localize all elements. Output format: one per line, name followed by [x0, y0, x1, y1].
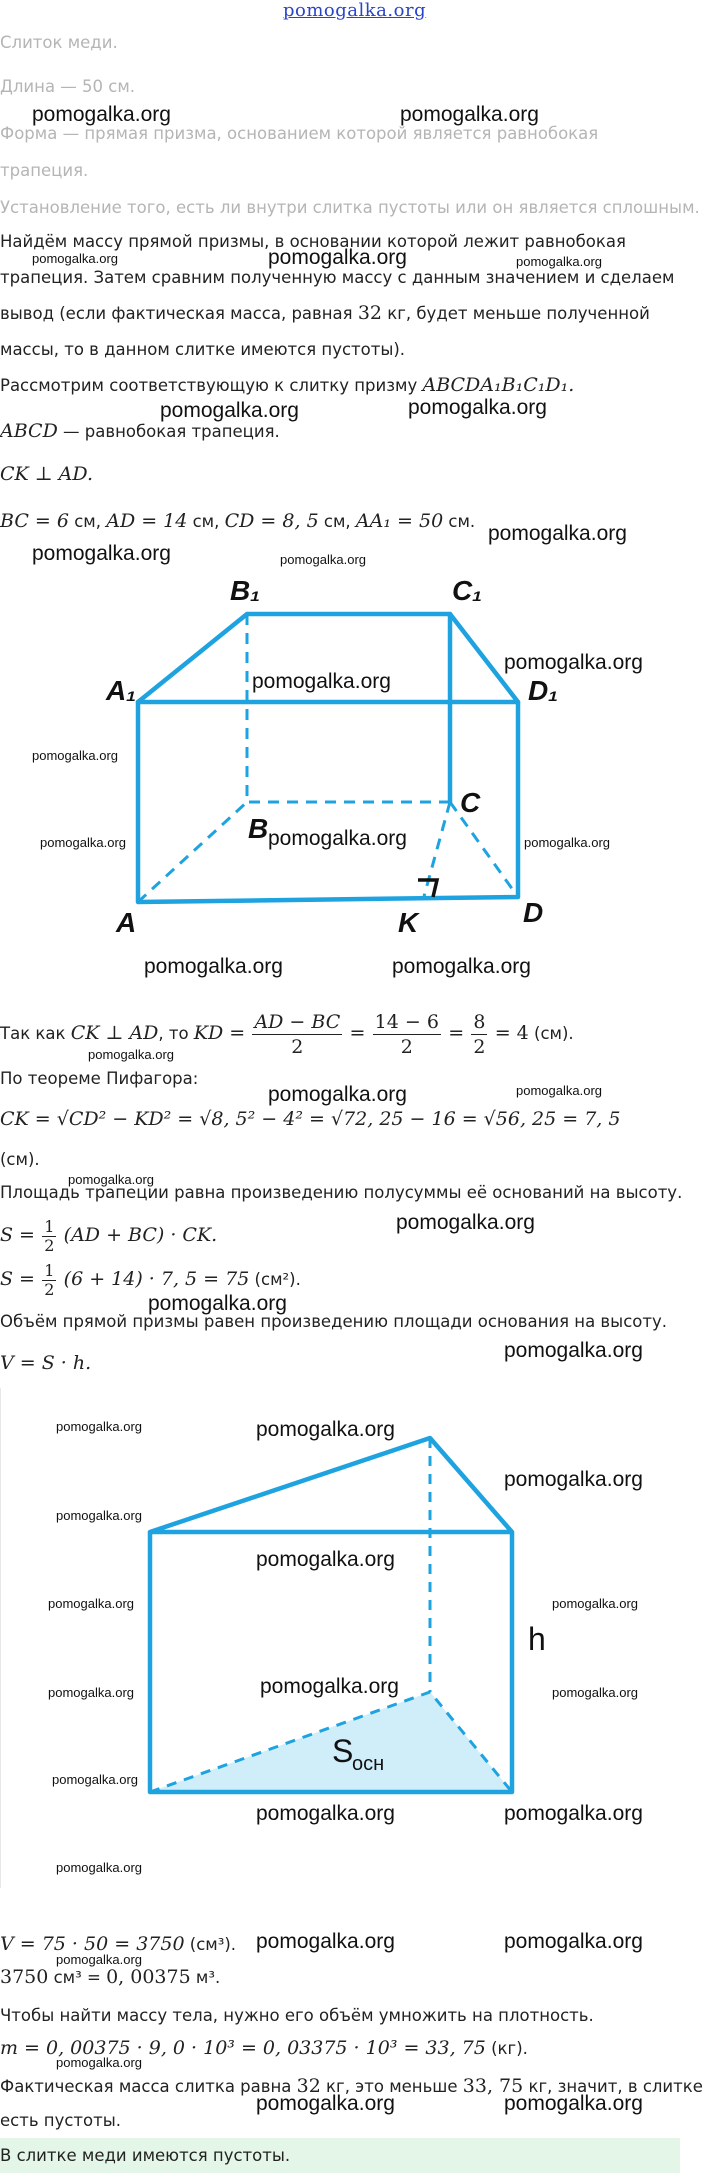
watermark: pomogalka.org — [516, 1083, 602, 1098]
watermark: pomogalka.org — [160, 399, 299, 422]
answer-text: В слитке меди имеются пустоты. — [0, 2146, 291, 2165]
area-text: Площадь трапеции равна произведению полусуммы её оснований на высоту. — [0, 1183, 683, 1202]
base-area-label: S — [332, 1733, 354, 1769]
watermark: pomogalka.org — [392, 955, 531, 978]
watermark: pomogalka.org — [32, 748, 118, 763]
watermark: pomogalka.org — [524, 835, 610, 850]
watermark: pomogalka.org — [504, 651, 643, 674]
compare-line-2: есть пустоты. — [0, 2111, 122, 2130]
watermark: pomogalka.org — [504, 1339, 643, 1362]
watermark: pomogalka.org — [256, 1548, 395, 1571]
pythagoras-formula: CK = √CD² − KD² = √8, 5² − 4² = √72, 25 − 16 = √56, 25 = 7, 5 — [0, 1108, 621, 1130]
watermark: pomogalka.org — [56, 1419, 142, 1434]
given-line-5: Установление того, есть ли внутри слитка пустоты или он является сплошным. — [0, 198, 700, 217]
watermark: pomogalka.org — [148, 1292, 287, 1315]
watermark: pomogalka.org — [56, 1860, 142, 1875]
watermark: pomogalka.org — [144, 955, 283, 978]
given-line-4: трапеция. — [0, 161, 89, 180]
watermark: pomogalka.org — [56, 2055, 142, 2070]
height-label: h — [528, 1621, 546, 1657]
volume-calc-line: V = 75 · 50 = 3750 (см³). — [0, 1933, 237, 1955]
area-formula-2: S = $\frac{1}{2}$ (6 + 14) · 7, 5 = 75 (см²). — [0, 1261, 301, 1299]
given-values-line: BC = 6 см, AD = 14 см, CD = 8, 5 см, AA₁ = 50 см. — [0, 510, 476, 532]
mass-formula: m = 0, 00375 · 9, 0 · 10³ = 0, 03375 · 10³ = 33, 75 (кг). — [0, 2037, 528, 2059]
answer-box — [0, 2138, 680, 2173]
consider-line: Рассмотрим соответствующую к слитку призму ABCDA₁B₁C₁D₁. — [0, 374, 575, 396]
watermark: pomogalka.org — [32, 542, 171, 565]
hidden-edges-b — [247, 614, 450, 802]
watermark: pomogalka.org — [280, 552, 366, 567]
label-b1: B₁ — [230, 575, 261, 606]
watermark: pomogalka.org — [48, 1685, 134, 1700]
watermark: pomogalka.org — [400, 103, 539, 126]
intro-line-1: Найдём массу прямой призмы, в основании которой лежит равнобокая — [0, 232, 626, 251]
base-area-subscript: осн — [352, 1753, 385, 1775]
watermark: pomogalka.org — [40, 835, 126, 850]
label-a1: A₁ — [106, 675, 137, 706]
trapezoid-line: ABCD — равнобокая трапеция. — [0, 420, 280, 442]
watermark: pomogalka.org — [552, 1685, 638, 1700]
watermark: pomogalka.org — [260, 1675, 399, 1698]
mass-text: Чтобы найти массу тела, нужно его объём умножить на плотность. — [0, 2006, 594, 2025]
given-line-3: Форма — прямая призма, основанием которой является равнобокая — [0, 124, 599, 143]
watermark: pomogalka.org — [68, 1172, 154, 1187]
watermark: pomogalka.org — [32, 251, 118, 266]
watermark: pomogalka.org — [408, 396, 547, 419]
volume-formula: V = S · h. — [0, 1352, 92, 1374]
watermark: pomogalka.org — [268, 246, 407, 269]
watermark: pomogalka.org — [52, 1772, 138, 1787]
watermark: pomogalka.org — [396, 1211, 535, 1234]
watermark: pomogalka.org — [504, 1468, 643, 1491]
watermark: pomogalka.org — [504, 2092, 643, 2115]
watermark: pomogalka.org — [256, 1418, 395, 1441]
watermark: pomogalka.org — [48, 1596, 134, 1611]
label-b: B — [248, 813, 269, 844]
watermark: pomogalka.org — [504, 1930, 643, 1953]
given-line-1: Слиток меди. — [0, 33, 118, 52]
watermark: pomogalka.org — [256, 1802, 395, 1825]
watermark: pomogalka.org — [256, 2092, 395, 2115]
compare-line-1: Фактическая масса слитка равна 32 кг, это меньше 33, 75 кг, значит, в слитке — [0, 2075, 703, 2097]
watermark: pomogalka.org — [268, 827, 407, 850]
watermark: pomogalka.org — [268, 1083, 407, 1106]
pythagoras-unit: (см). — [0, 1150, 40, 1169]
prism-visible-edges — [138, 614, 518, 902]
watermark: pomogalka.org — [252, 670, 391, 693]
intro-line-3: вывод (если фактическая масса, равная 32 кг, будет меньше полученной — [0, 302, 650, 324]
intro-line-2: трапеция. Затем сравним полученную массу с данным значением и сделаем — [0, 268, 675, 287]
watermark: pomogalka.org — [516, 254, 602, 269]
watermark: pomogalka.org — [504, 1802, 643, 1825]
watermark: pomogalka.org — [56, 1952, 142, 1967]
watermark: pomogalka.org — [56, 1508, 142, 1523]
intro-line-4: массы, то в данном слитке имеются пустоты). — [0, 340, 406, 359]
pythagoras-label: По теореме Пифагора: — [0, 1069, 199, 1088]
watermark: pomogalka.org — [256, 1930, 395, 1953]
volume-convert-line: 3750 см³ = 0, 00375 м³. — [0, 1966, 221, 1988]
watermark: pomogalka.org — [88, 1047, 174, 1062]
label-a: A — [116, 907, 137, 938]
hidden-edge-a-b — [138, 802, 247, 902]
volume-text: Объём прямой призмы равен произведению площади основания на высоту. — [0, 1312, 667, 1331]
top-triangle — [150, 1438, 512, 1532]
perpendicular-line: CK ⊥ AD. — [0, 463, 93, 485]
watermark: pomogalka.org — [32, 103, 171, 126]
label-k: K — [398, 907, 419, 938]
label-d: D — [523, 897, 544, 928]
kd-line: Так как CK ⊥ AD, то KD = $\frac{AD - BC}{2}$ = $\frac{14 - 6}{2}$ = $\frac{8}{2}$ = 4 (см). — [0, 1011, 574, 1058]
watermark: pomogalka.org — [488, 522, 627, 545]
label-d1: D₁ — [528, 675, 559, 706]
site-header-watermark[interactable]: pomogalka.org — [283, 0, 427, 21]
watermark: pomogalka.org — [552, 1596, 638, 1611]
label-c: C — [460, 787, 481, 818]
area-formula-1: S = $\frac{1}{2}$ (AD + BC) · CK. — [0, 1217, 218, 1255]
base-area-fill — [150, 1692, 512, 1792]
given-line-2: Длина — 50 см. — [0, 77, 136, 96]
label-c1: C₁ — [452, 575, 483, 606]
